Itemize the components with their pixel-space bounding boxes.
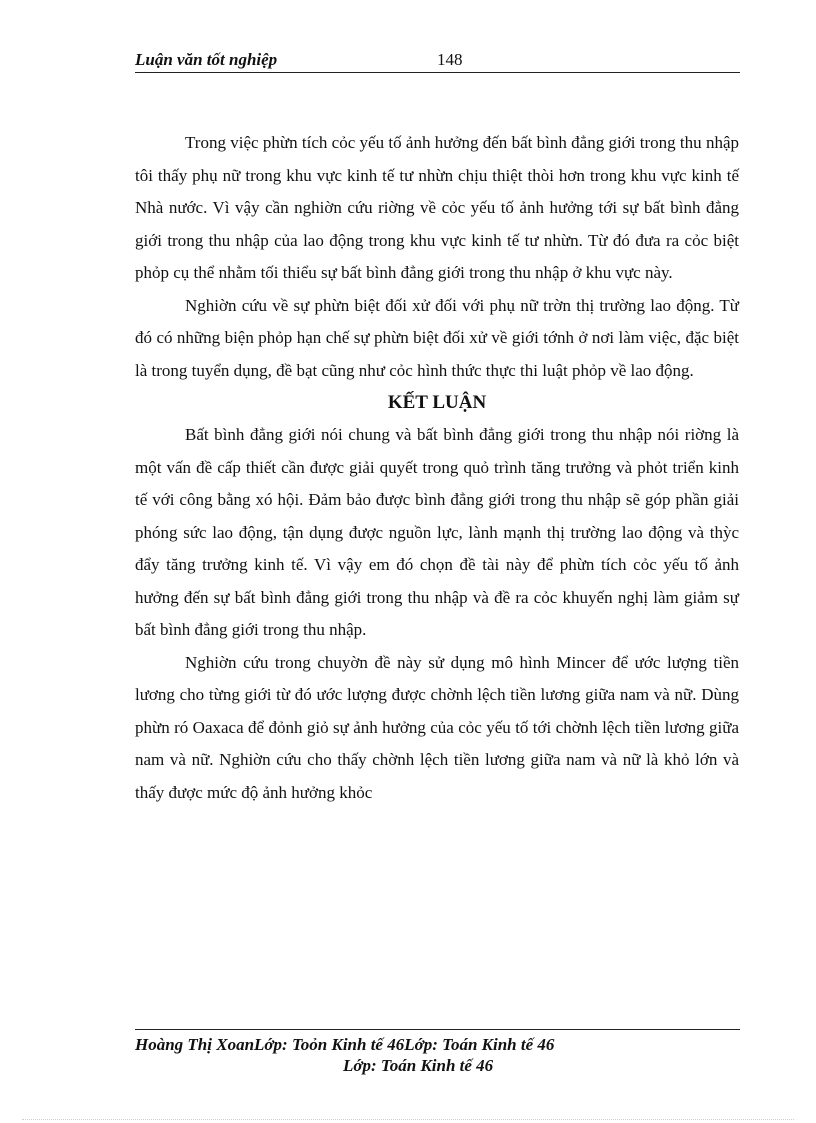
header-title: Luận văn tốt nghiệp — [135, 50, 278, 69]
body-paragraph: Trong việc phừn tích cỏc yếu tố ảnh hưởng đến bất bình đẳng giới trong thu nhập tôi thấy phụ nữ trong khu vực kinh tế tư nhừn chịu thiệt thòi hơn trong khu vực kinh tế Nhà nước. Vì vậy cần nghiờn cứu riờng về cỏc yếu tố ảnh hưởng tới sự bất bình đẳng giới trong thu nhập của lao động trong khu vực kinh tế tư nhừn. Từ đó đưa ra cỏc biệt phỏp cụ thể nhằm tối thiểu sự bất bình đẳng giới trong thu nhập ở khu vực này. — [135, 133, 739, 282]
document-body — [135, 127, 739, 809]
section-heading: KẾT LUẬN — [387, 392, 487, 413]
body-paragraph: Nghiờn cứu về sự phừn biệt đối xử đối với phụ nữ trờn thị trường lao động. Từ đó có những biện phỏp hạn chế sự phừn biệt đối xử về giới tớnh ở nơi làm việc, đặc biệt là trong tuyển dụng, đề bạt cũng như cỏc hình thức thực thi luật phỏp về lao động. — [135, 295, 739, 380]
page-header — [135, 48, 740, 73]
page-edge-divider — [22, 1119, 794, 1120]
page-number: 148 — [437, 50, 463, 69]
footer-class: Lớp: Toán Kinh tế 46 — [343, 1056, 494, 1075]
conclusion-paragraph: Bất bình đẳng giới nói chung và bất bình đẳng giới trong thu nhập nói riờng là một vấn đề cấp thiết cần được giải quyết trong quỏ trình tăng trưởng và phỏt triển kinh tế với công bằng xó hội. Đảm bảo được bình đẳng giới trong thu nhập sẽ góp phần giải phóng sức lao động, tận dụng được nguồn lực, lành mạnh thị trường lao động và thỳc đẩy tăng trưởng kinh tế. Vì vậy em đó chọn đề tài này để phừn tích cỏc yếu tố ảnh hưởng đến sự bất bình đẳng giới trong thu nhập và đề ra cỏc khuyến nghị làm giảm sự bất bình đẳng giới trong thu nhập. — [135, 425, 739, 639]
footer-author-class: Hoàng Thị XoanLớp: Toỏn Kinh tế 46Lớp: Toán Kinh tế 46 — [135, 1035, 555, 1054]
conclusion-paragraph: Nghiờn cứu trong chuyờn đề này sử dụng mô hình Mincer để ước lượng tiền lương cho từng giới từ đó ước lượng được chờnh lệch tiền lương giữa nam và nữ. Dùng phừn ró Oaxaca để đỏnh giỏ sự ảnh hưởng của cỏc yếu tố tới chờnh lệch tiền lương giữa nam và nữ. Nghiờn cứu cho thấy chờnh lệch tiền lương giữa nam và nữ là khỏ lớn và thấy được mức độ ảnh hưởng khỏc — [135, 652, 739, 802]
page-footer — [135, 1029, 740, 1076]
